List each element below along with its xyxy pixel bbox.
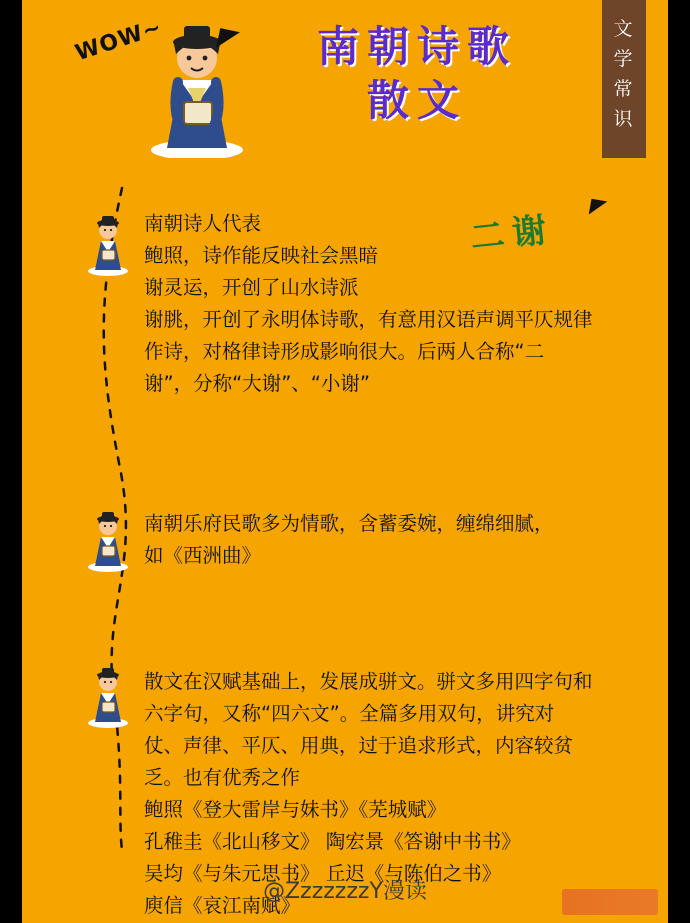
- page-title: [252, 20, 582, 128]
- poster-card: [22, 0, 668, 923]
- poets-line-1: 南朝诗人代表: [144, 212, 262, 235]
- yuefu-line-1: 南朝乐府民歌多为情歌，含蓄委婉，缠绵细腻，: [144, 512, 554, 535]
- section-poets: [22, 178, 668, 395]
- category-tag-char-3: 常: [613, 78, 635, 100]
- category-tag-char-4: 识: [613, 108, 635, 130]
- yuefu-line-2: 如《西洲曲》: [144, 544, 262, 567]
- prose-line-1: 散文在汉赋基础上，发展成骈文。骈文多用四字句和: [144, 670, 593, 693]
- poets-line-5: 作诗，对格律诗形成影响很大。后两人合称“二: [144, 340, 545, 363]
- poets-line-2: 鲍照，诗作能反映社会黑暗: [144, 244, 379, 267]
- scholar-bullet-icon-2: [84, 510, 132, 572]
- poets-line-3: 谢灵运，开创了山水诗派: [144, 276, 359, 299]
- prose-line-7: 吴均《与朱元思书》 丘迟《与陈伯之书》: [144, 862, 502, 885]
- scholar-bullet-icon-3: [84, 666, 132, 728]
- prose-line-6: 孔稚圭《北山移文》 陶宏景《答谢中书书》: [144, 830, 521, 853]
- author-credit: @ZzzzzzzY漫读: [263, 879, 427, 904]
- watermark-badge: [562, 889, 658, 915]
- title-line-2: 散文: [366, 76, 467, 125]
- poets-line-6: 谢”，分称“大谢”、“小谢”: [144, 372, 371, 395]
- accent-triangle-icon: [216, 28, 240, 52]
- title-line-1: 南朝诗歌: [316, 22, 517, 71]
- prose-line-5: 鲍照《登大雷岸与妹书》《芜城赋》: [144, 798, 447, 821]
- category-tag: [602, 0, 646, 158]
- prose-line-8: 庾信《哀江南赋》: [144, 894, 301, 917]
- prose-line-3: 仗、声律、平仄、用典，过于追求形式，内容较贫: [144, 734, 574, 757]
- erxie-annotation: 二谢: [468, 209, 557, 259]
- poets-line-4: 谢朓，开创了永明体诗歌，有意用汉语声调平仄规律: [144, 308, 593, 331]
- category-tag-char-2: 学: [613, 48, 635, 70]
- section-yuefu-text: [144, 508, 624, 572]
- prose-line-4: 乏。也有优秀之作: [144, 766, 301, 789]
- poster-header: [22, 0, 668, 175]
- category-tag-char-1: 文: [613, 18, 635, 40]
- wow-label: WOW~: [72, 14, 166, 67]
- prose-line-2: 六字句，又称“四六文”。全篇多用双句，讲究对: [144, 702, 555, 725]
